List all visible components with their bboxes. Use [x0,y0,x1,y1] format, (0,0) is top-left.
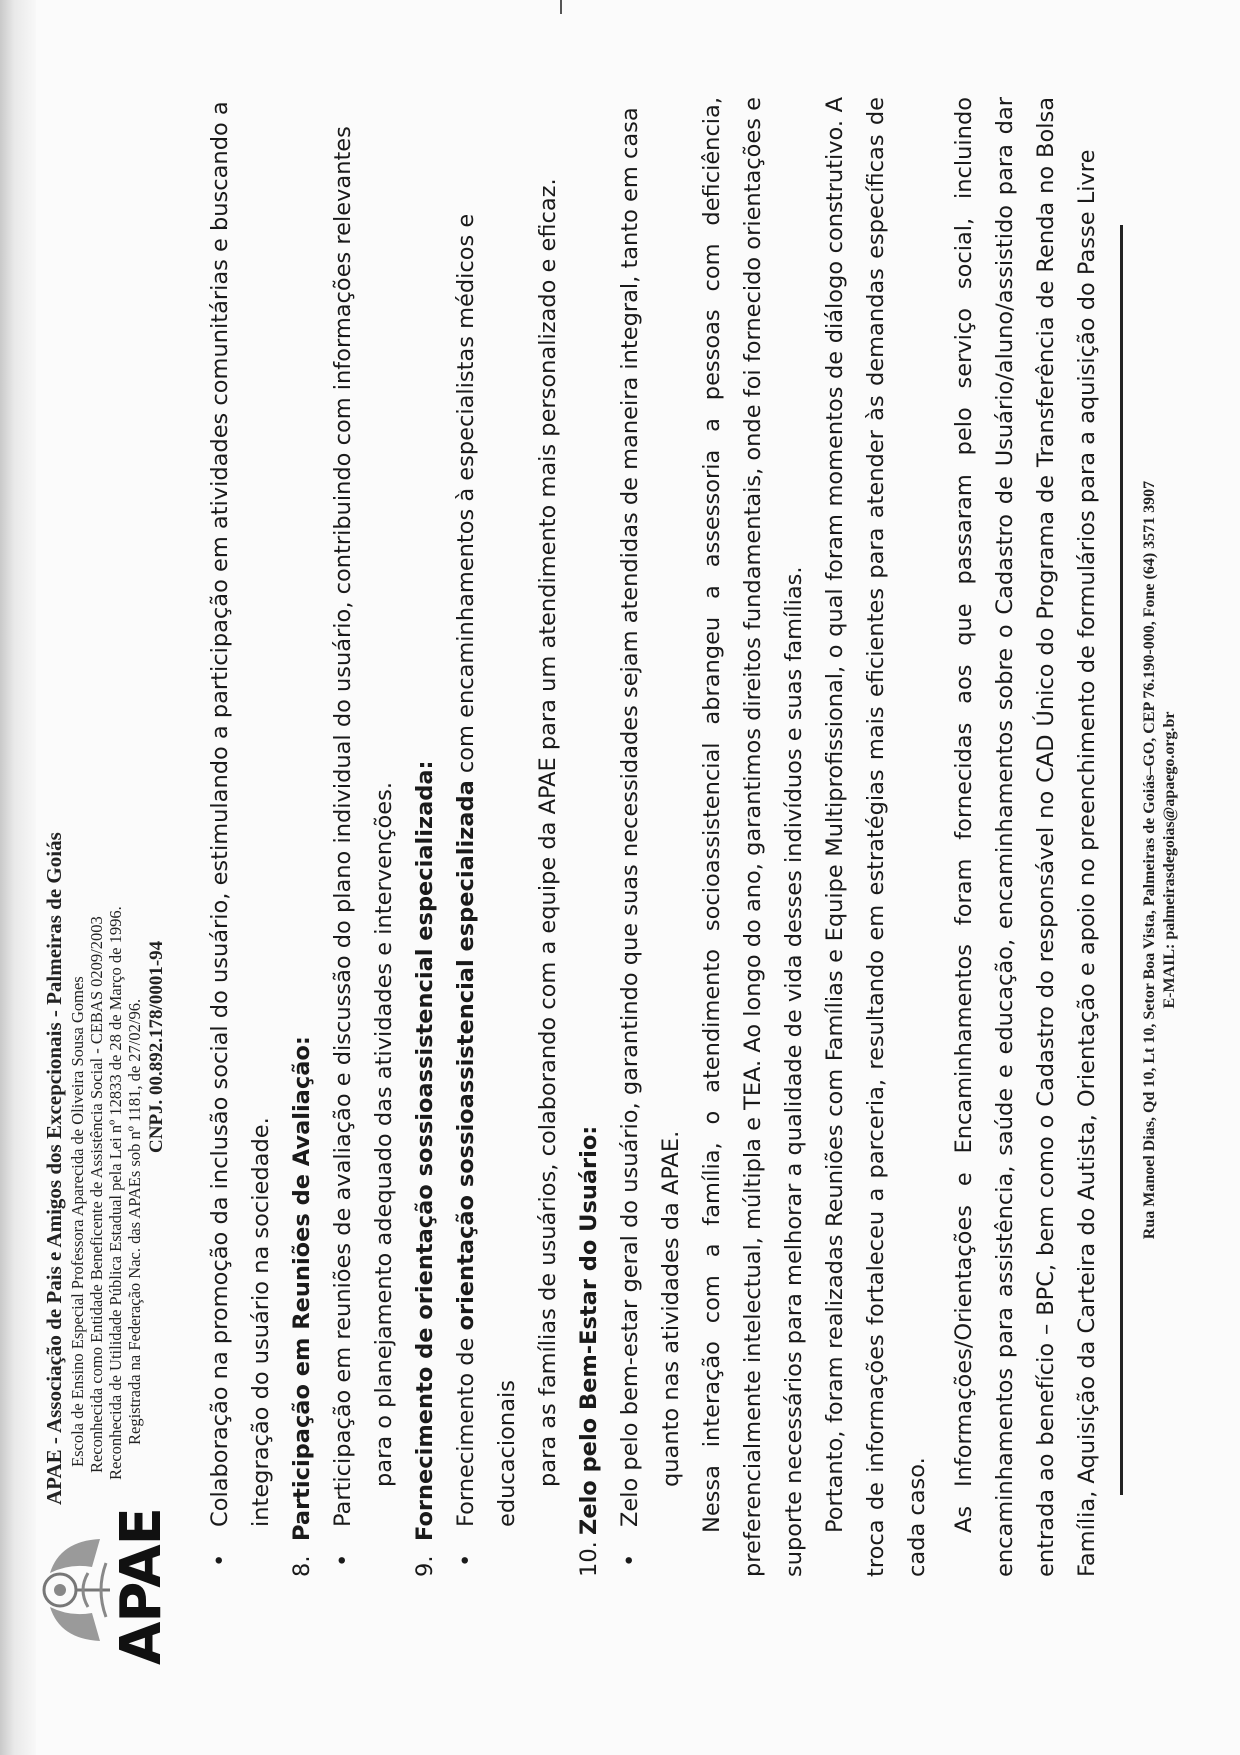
section-title: Participação em Reuniões de Avaliação: [289,1036,315,1541]
section-number: 10. [576,1541,602,1577]
organization-title: APAE - Associação de Pais e Amigos dos Excepcionais - Palmeiras de Goiás [42,832,66,1505]
list-item-continuation: integração do usuário na sociedade. [248,1117,274,1527]
document-body [200,97,1108,1577]
school-name: Escola de Ensino Especial Professora Aparecida de Oliveira Sousa Gomes [68,976,87,1467]
section-number: 9. [412,1555,438,1577]
bullet-icon: • [207,1553,233,1567]
federation-registration: Registrada na Federação Nac. das APAEs sob nº 1181, de 27/02/96. [125,998,144,1445]
section-number: 8. [289,1555,315,1577]
logo-wordmark: APAE [109,1508,174,1665]
footer-address: Rua Manoel Dias, Qd 10, Lt 10, Setor Boa Vista, Palmeiras de Goiás–GO, CEP 76.190-000, Fone (64) 3571 3907 [1141,480,1158,1240]
text-run: com encaminhamentos à especialistas médicos e educacionais [453,213,520,1527]
paragraph-meetings: Portanto, foram realizadas Reuniões com Famílias e Equipe Multiprofissional, o qual foram momentos de diálogo construtivo. A troca de informações fortaleceu a parceria, resultando em estratégias mais eficientes para atender às demandas específicas de cada caso. [822,97,930,1577]
list-item-continuation: quanto nas atividades da APAE. [658,1130,684,1487]
section-title: Fornecimento de orientação sossioassistencial especializada: [412,760,438,1541]
section-heading-9 [405,97,446,1577]
footer-email: E-MAIL: palmeirasdegoias@apaego.org.br [1161,711,1178,1009]
section-heading-10 [569,97,610,1577]
list-item [610,97,651,1577]
footer [1140,215,1180,1505]
list-item-continuation: para as famílias de usuários, colaborando com a equipe da APAE para um atendimento mais personalizado e eficaz. [535,178,561,1487]
public-utility-recognition: Reconhecida de Utilidade Pública Estadual pela Lei nº 12833 de 28 de Março de 1996. [106,906,125,1480]
apae-logo [30,1508,180,1665]
list-item-continuation: para o planejamento adequado das atividades e intervenções. [371,782,397,1487]
letterhead [42,705,168,1505]
emphasized-text: orientação sossioassistencial especializada [453,780,479,1331]
paragraph-information: As Informações/Orientações e Encaminhamentos foram fornecidas aos que passaram pelo serviço social, incluindo encaminhamentos para assistência, saúde e educação, encaminhamentos sobre o Cadastro de Usuário/aluno/assistido para dar entrada ao benefício – BPC, bem como o Cadastro do responsável no CAD Único do Programa de Transferência de Renda no Bolsa Família, Aquisição da Carteira do Autista, Orientação e apoio no preenchimento de formulários para a aquisição do Passe Livre [951,97,1100,1577]
list-item [323,97,364,1577]
logo-emblem-icon [30,1533,116,1647]
bullet-icon: • [453,1553,479,1567]
list-item-text: Participação em reuniões de avaliação e discussão do plano individual do usuário, contribuindo com informações relevantes [330,126,356,1527]
cebas-recognition: Reconhecida como Entidade Beneficente de Assistência Social - CEBAS 0209/2003 [87,916,106,1473]
bullet-icon: • [330,1553,356,1567]
list-item [446,97,528,1577]
list-item-text [446,97,528,1527]
list-item-text: Zelo pelo bem-estar geral do usuário, garantindo que suas necessidades sejam atendidas de maneira integral, tanto em casa [617,107,643,1527]
section-heading-8 [282,97,323,1577]
footer-divider [1120,225,1123,1495]
text-run: Fornecimento de [453,1330,479,1527]
bullet-icon: • [617,1553,643,1567]
list-item [200,97,241,1577]
list-item-text: Colaboração na promoção da inclusão social do usuário, estimulando a participação em atividades comunitárias e buscando a [207,101,233,1527]
section-title: Zelo pelo Bem-Estar do Usuário: [576,1125,602,1535]
cnpj-number: CNPJ. 00.892.178/0001-94 [146,940,167,1153]
paragraph-family-interaction: Nessa interação com a família, o atendimento socioassistencial abrangeu a assessoria a pessoas com deficiência, preferencialmente intelectual, múltipla e TEA. Ao longo do ano, garantimos direitos fundamentais, onde foi fornecido orientações e suporte necessários para melhorar a qualidade de vida desses indivíduos e suas famílias. [699,97,807,1577]
